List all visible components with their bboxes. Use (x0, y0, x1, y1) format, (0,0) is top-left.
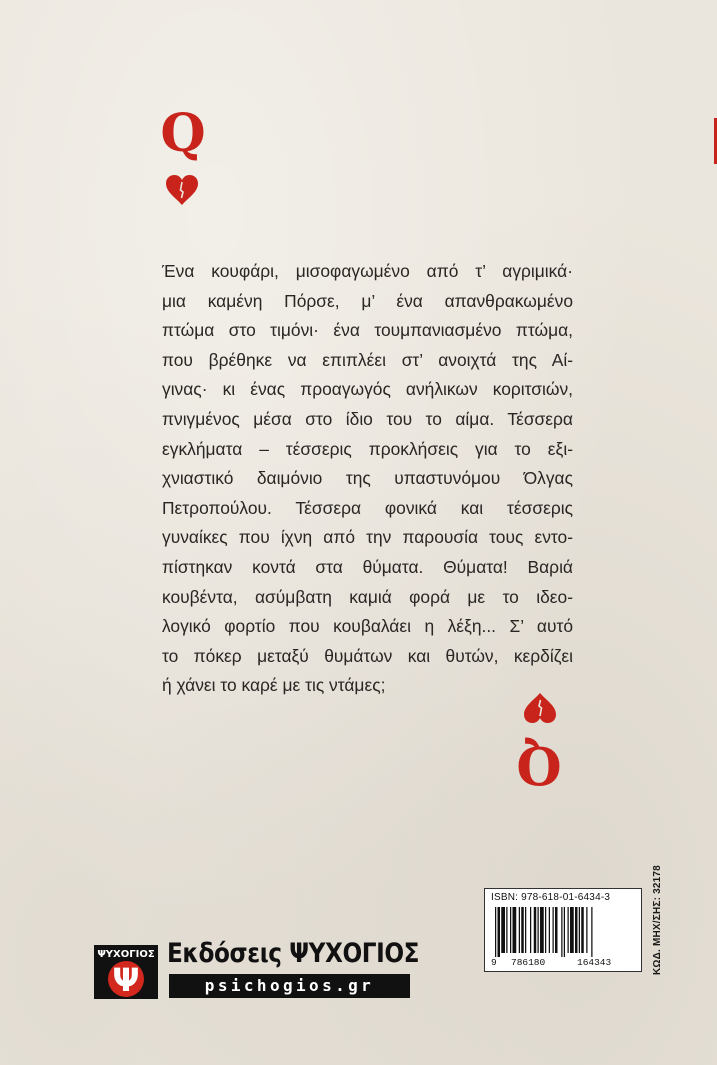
card-rank-top: Q (160, 103, 204, 164)
psi-icon: Ψ (112, 961, 140, 999)
barcode-bar (540, 907, 544, 953)
barcode-bar (553, 907, 554, 953)
barcode-bar (530, 907, 531, 953)
barcode-bar (519, 907, 520, 953)
barcode-bar (575, 907, 578, 953)
blurb-line: χνιαστικό δαιμόνιο της υπαστυνόμου Όλγας (162, 468, 573, 489)
blurb-line: μια καμένη Πόρσε, μ’ ένα απανθρακωμένο (162, 290, 573, 311)
barcode-bar (561, 907, 562, 957)
blurb-line: γυναίκες που ίχνη από την παρουσία τους εντο- (162, 527, 573, 548)
publisher-logo (93, 944, 159, 1000)
publisher-url: psichogios.gr (169, 974, 410, 998)
blurb-line: λογικό φορτίο που κουβαλάει η λέξη... Σ’ αυτό (162, 616, 573, 637)
barcode-bar (579, 907, 580, 953)
barcode-bar (549, 907, 550, 953)
barcode-bar (498, 907, 501, 957)
barcode-digit-first: 9 (491, 957, 497, 968)
blurb-line: Πετροπούλου. Τέσσερα φονικά και τέσσερις (162, 497, 573, 518)
barcode-bar (568, 907, 569, 953)
catalog-code: ΚΩΔ. ΜΗΧ/ΣΗΣ: 32178 (652, 865, 663, 975)
barcode-bar (534, 907, 537, 953)
barcode-bar (506, 907, 507, 953)
barcode-bar (538, 907, 539, 953)
blurb-line: πνιγμένος μέσα στο ίδιο του το αίμα. Τέσσερα (162, 408, 573, 429)
barcode-bar (525, 907, 526, 953)
blurb-line: που βρέθηκε να επιπλέει στ’ ανοιχτά της Αί- (162, 349, 573, 370)
blurb-line: πτώμα στο τιμόνι· ένα τουμπανιασμένο πτώμα, (162, 320, 573, 341)
isbn-barcode (484, 888, 642, 972)
barcode-bar (555, 907, 558, 953)
barcode-bar (513, 907, 517, 953)
barcode-bar (570, 907, 574, 953)
blurb-line: εγκλήματα – τέσσερις προκλήσεις για το εξι- (162, 438, 573, 459)
blurb-line: πίστηκαν κοντά στα θύματα. Θύματα! Βαριά (162, 556, 573, 577)
barcode-bar (581, 907, 584, 953)
blurb-line: γινας· κι ένας προαγωγός ανήλικων κοριτσιών, (162, 379, 573, 400)
barcode-bar (495, 907, 496, 957)
heart-icon (523, 692, 557, 724)
blurb-line: κουβέντα, ασύμβατη καμιά φορά με το ιδεο- (162, 586, 573, 607)
isbn-label: ISBN: 978-618-01-6434-3 (491, 892, 611, 903)
blurb-line: ή χάνει το καρέ με τις ντάμες; (162, 675, 386, 696)
barcode-bar (564, 907, 565, 957)
card-corner-top (160, 103, 210, 206)
publisher-name: Εκδόσεις ΨΥΧΟΓΙΟΣ (167, 938, 420, 969)
blurb-text (162, 257, 573, 701)
card-rank-bottom: Q (518, 734, 562, 795)
barcode-bar (521, 907, 524, 953)
card-corner-bottom (512, 692, 562, 795)
barcode-bar (586, 907, 587, 953)
barcode-bar (510, 907, 511, 953)
barcode-bar (591, 907, 592, 957)
barcode-bar (545, 907, 546, 953)
publisher-logo-text: ΨΥΧΟΓΙΟΣ (97, 949, 155, 960)
heart-icon (165, 174, 199, 206)
barcode-bar (501, 907, 505, 953)
barcode-digits-right: 164343 (577, 957, 612, 968)
barcode-bars (493, 907, 635, 957)
barcode-digits-left: 786180 (511, 957, 546, 968)
blurb-line: Ένα κουφάρι, μισοφαγωμένο από τ’ αγριμικά· (162, 261, 573, 281)
blurb-line: το πόκερ μεταξύ θυμάτων και θυτών, κερδίζει (162, 645, 573, 666)
